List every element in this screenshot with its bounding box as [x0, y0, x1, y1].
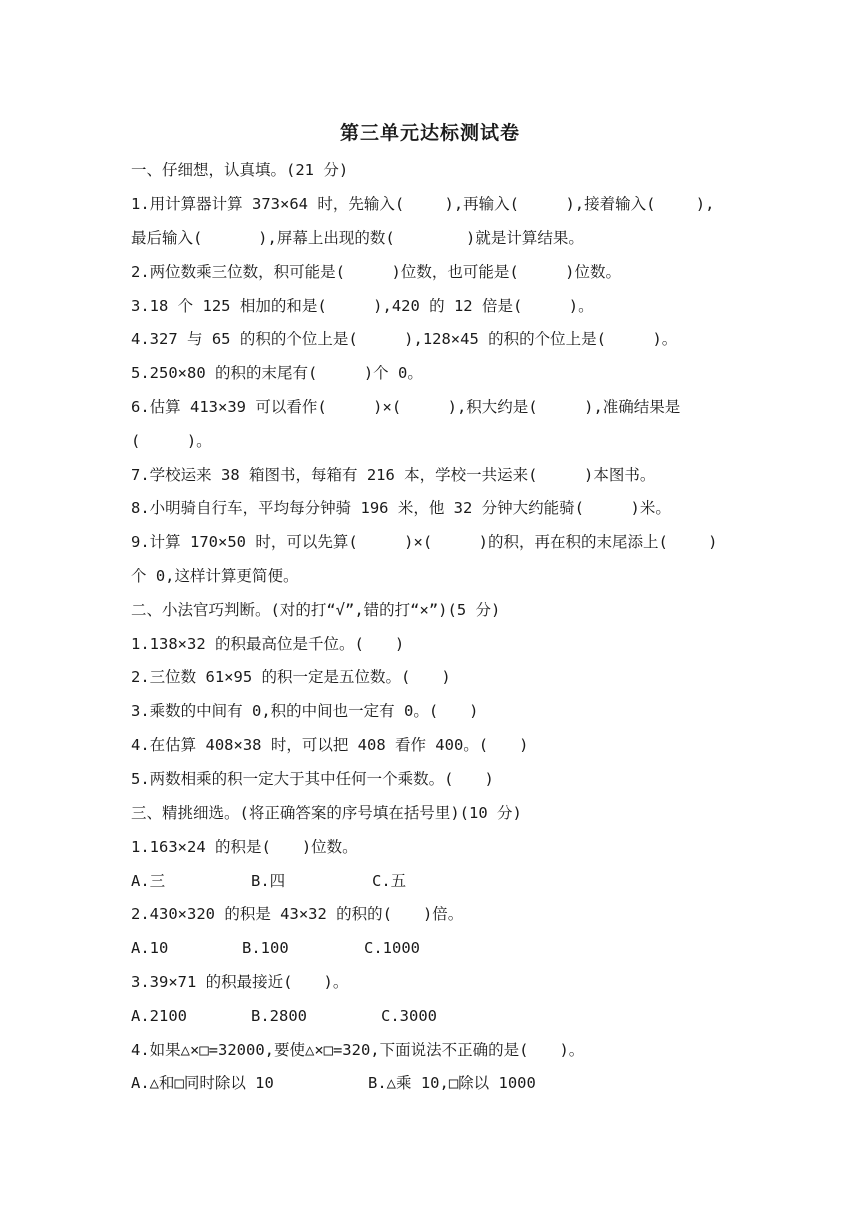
s1-question-6-line-1: 6.估算 413×39 可以看作( )×( ),积大约是( ),准确结果是: [131, 398, 681, 416]
s1-question-9-line-1: 9.计算 170×50 时，可以先算( )×( )的积，再在积的末尾添上( ): [131, 533, 718, 551]
s1-question-4: 4.327 与 65 的积的个位上是( ),128×45 的积的个位上是( )。: [131, 330, 678, 348]
s3-q2-option-b: B.100: [242, 939, 289, 957]
page-title: 第三单元达标测试卷: [339, 122, 520, 144]
s1-question-3: 3.18 个 125 相加的和是( ),420 的 12 倍是( )。: [131, 297, 594, 315]
s2-question-4: 4.在估算 408×38 时，可以把 408 看作 400。( ): [131, 736, 529, 754]
s2-question-3: 3.乘数的中间有 0,积的中间也一定有 0。( ): [131, 702, 479, 720]
s2-question-1: 1.138×32 的积最高位是千位。( ): [131, 635, 405, 653]
section-1-heading: 一、仔细想，认真填。(21 分): [131, 161, 349, 179]
s3-q1-option-b: B.四: [251, 872, 286, 890]
s3-q3-option-b: B.2800: [251, 1007, 307, 1025]
s3-question-1: 1.163×24 的积是( )位数。: [131, 838, 358, 856]
s1-question-2: 2.两位数乘三位数，积可能是( )位数，也可能是( )位数。: [131, 263, 621, 281]
s1-question-7: 7.学校运来 38 箱图书，每箱有 216 本，学校一共运来( )本图书。: [131, 466, 656, 484]
s1-question-1-line-2: 最后输入( ),屏幕上出现的数( )就是计算结果。: [131, 229, 584, 247]
s3-question-4: 4.如果△×□=32000,要使△×□=320,下面说法不正确的是( )。: [131, 1041, 585, 1059]
s3-q2-option-c: C.1000: [364, 939, 420, 957]
s3-question-3: 3.39×71 的积最接近( )。: [131, 973, 349, 991]
section-3-heading: 三、精挑细选。(将正确答案的序号填在括号里)(10 分): [131, 804, 522, 822]
s3-question-2: 2.430×320 的积是 43×32 的积的( )倍。: [131, 905, 464, 923]
s3-q1-option-c: C.五: [372, 872, 407, 890]
s1-question-5: 5.250×80 的积的末尾有( )个 0。: [131, 364, 423, 382]
s3-q4-option-a: A.△和□同时除以 10: [131, 1074, 274, 1092]
s2-question-2: 2.三位数 61×95 的积一定是五位数。( ): [131, 668, 451, 686]
s1-question-1-line-1: 1.用计算器计算 373×64 时，先输入( ),再输入( ),接着输入( ),: [131, 195, 715, 213]
s1-question-6-line-2: ( )。: [131, 432, 212, 450]
s3-q3-option-c: C.3000: [381, 1007, 437, 1025]
s3-q4-option-b: B.△乘 10,□除以 1000: [368, 1074, 536, 1092]
s1-question-9-line-2: 个 0,这样计算更简便。: [131, 567, 299, 585]
section-2-heading: 二、小法官巧判断。(对的打“√”,错的打“×”)(5 分): [131, 601, 501, 619]
s3-q2-option-a: A.10: [131, 939, 169, 957]
s3-q3-option-a: A.2100: [131, 1007, 187, 1025]
s3-q1-option-a: A.三: [131, 872, 166, 890]
s1-question-8: 8.小明骑自行车，平均每分钟骑 196 米，他 32 分钟大约能骑( )米。: [131, 499, 671, 517]
s2-question-5: 5.两数相乘的积一定大于其中任何一个乘数。( ): [131, 770, 494, 788]
